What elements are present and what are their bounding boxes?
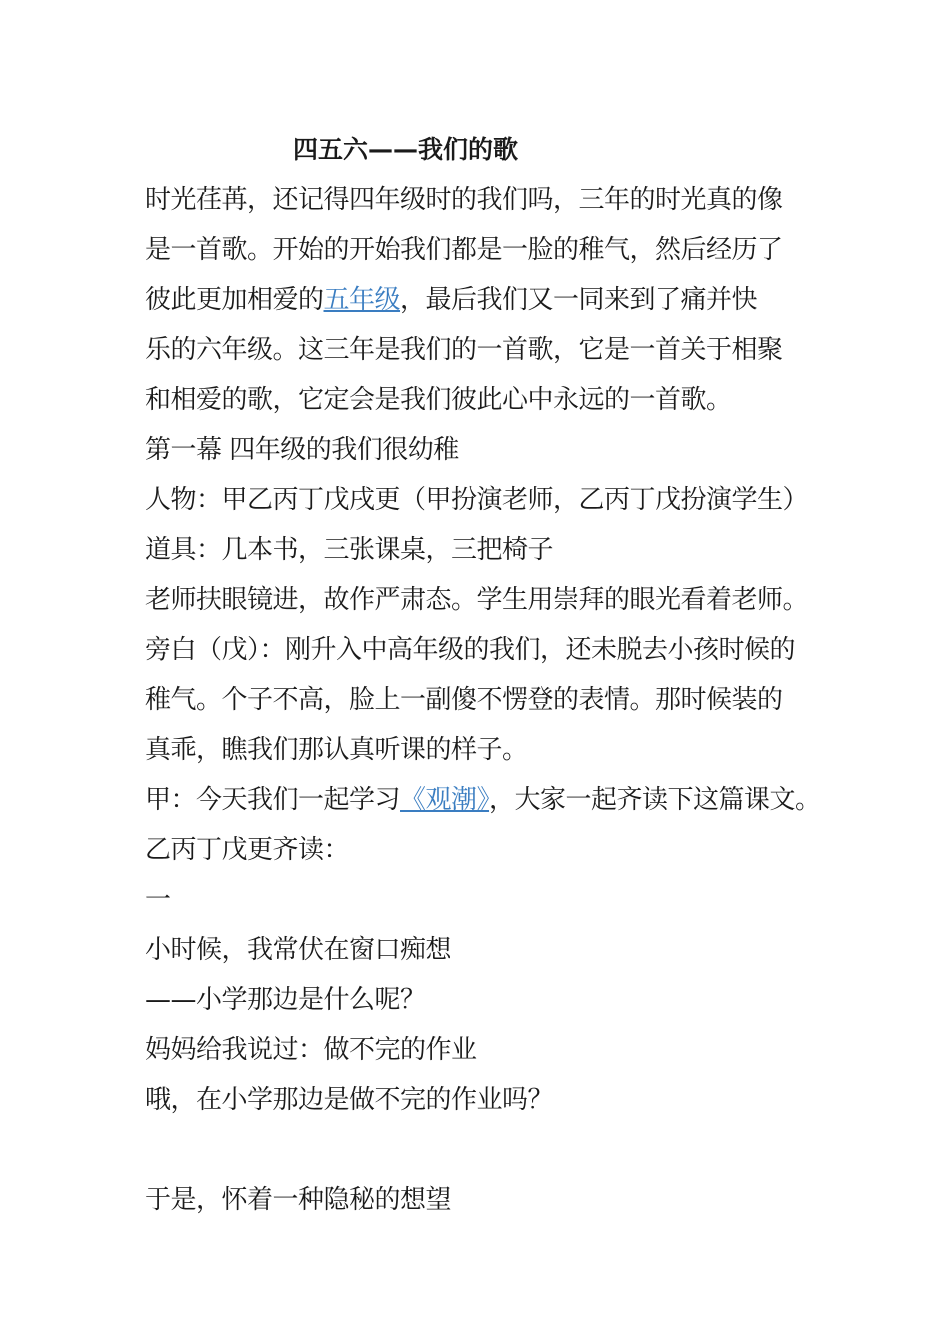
line-text: 一 (145, 885, 171, 915)
dialogue-line (145, 825, 835, 875)
stage-direction (145, 575, 835, 625)
paragraph-line (145, 225, 835, 275)
line-text: ，大家一起齐读下这篇课文。 (489, 785, 821, 815)
line-text: 乙丙丁戊更齐读： (145, 835, 350, 865)
dialogue-line (145, 775, 835, 825)
poem-line (145, 1075, 835, 1125)
poem-line (145, 975, 835, 1025)
fifth-grade-link[interactable]: 五年级 (323, 285, 401, 315)
paragraph-line (145, 175, 835, 225)
document-body (145, 175, 835, 1225)
paragraph-line (145, 275, 835, 325)
paragraph-line (145, 375, 835, 425)
characters-line (145, 475, 835, 525)
line-text: 彼此更加相爱的 (145, 285, 324, 315)
line-text: 小时候，我常伏在窗口痴想 (145, 935, 452, 965)
line-text: 稚气。个子不高，脸上一副傻不愣登的表情。那时候装的 (145, 685, 783, 715)
line-text: ——小学那边是什么呢？ (145, 985, 426, 1015)
line-text: 和相爱的歌，它定会是我们彼此心中永远的一首歌。 (145, 385, 732, 415)
line-text: 乐的六年级。这三年是我们的一首歌，它是一首关于相聚 (145, 335, 783, 365)
poem-line (145, 1175, 835, 1225)
line-text: 人物：甲乙丙丁戊戌更（甲扮演老师，乙丙丁戊扮演学生） (145, 485, 809, 515)
line-text: 老师扶眼镜进，故作严肃态。学生用崇拜的眼光看着老师。 (145, 585, 809, 615)
line-text: 时光荏苒，还记得四年级时的我们吗，三年的时光真的像 (145, 185, 783, 215)
scene-heading (145, 425, 835, 475)
line-text: 第一幕 四年级的我们很幼稚 (145, 435, 459, 465)
poem-line (145, 1025, 835, 1075)
props-line (145, 525, 835, 575)
line-text: 妈妈给我说过：做不完的作业 (145, 1035, 477, 1065)
guanchao-link[interactable]: 《观潮》 (400, 785, 490, 815)
poem-line (145, 925, 835, 975)
line-text: 甲：今天我们一起学习 (145, 785, 401, 815)
document-title: 四五六——我们的歌 (293, 135, 519, 164)
narration-line (145, 725, 835, 775)
paragraph-line (145, 325, 835, 375)
line-text: 真乖，瞧我们那认真听课的样子。 (145, 735, 528, 765)
narration-line (145, 625, 835, 675)
line-text: ，最后我们又一同来到了痛并快 (400, 285, 758, 315)
line-text: 旁白（戊）：刚升入中高年级的我们，还未脱去小孩时候的 (145, 635, 796, 665)
line-text: 哦，在小学那边是做不完的作业吗？ (145, 1085, 554, 1115)
line-text: 于是，怀着一种隐秘的想望 (145, 1185, 452, 1215)
blank-line (145, 1125, 835, 1175)
poem-section-number (145, 875, 835, 925)
line-text: 道具：几本书，三张课桌，三把椅子 (145, 535, 554, 565)
line-text: 是一首歌。开始的开始我们都是一脸的稚气，然后经历了 (145, 235, 783, 265)
narration-line (145, 675, 835, 725)
